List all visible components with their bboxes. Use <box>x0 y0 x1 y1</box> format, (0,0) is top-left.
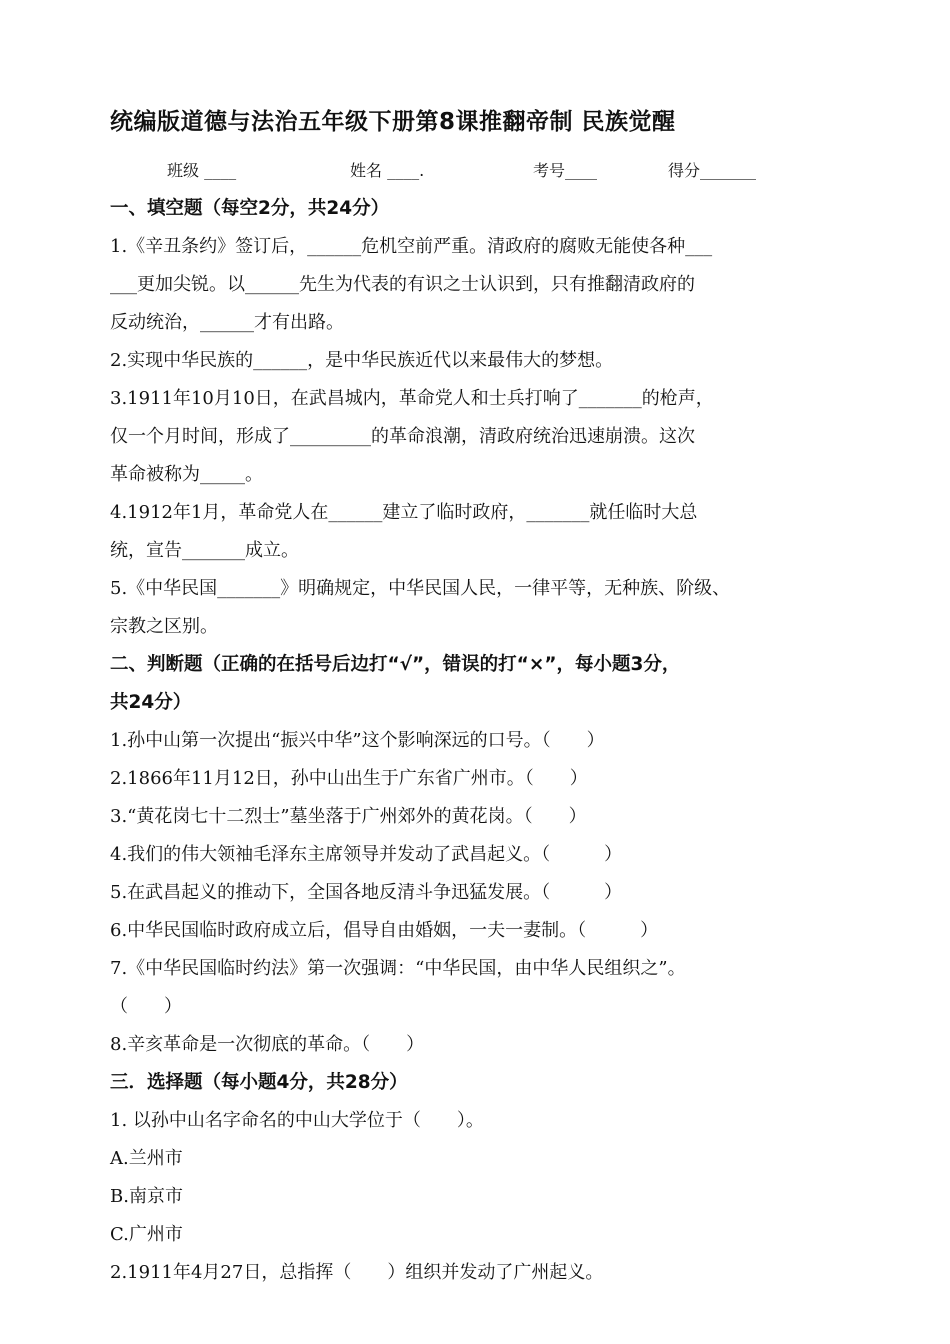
class-field: 班级 ____ <box>167 161 237 180</box>
question-line: 统，宣告_______成立。 <box>110 540 299 561</box>
question-line: 3.1911年10月10日，在武昌城内，革命党人和士兵打响了_______的枪声， <box>110 388 714 409</box>
section-heading-multiple-choice: 三．选择题（每小题4分，共28分） <box>110 1072 408 1093</box>
question-line: 8.辛亥革命是一次彻底的革命。（ ） <box>110 1034 425 1055</box>
choice-option: A.兰州市 <box>110 1148 183 1169</box>
question-line: 宗教之区别。 <box>110 616 218 637</box>
document-title: 统编版道德与法治五年级下册第8课推翻帝制 民族觉醒 <box>110 109 676 135</box>
question-line: 仅一个月时间，形成了_________的革命浪潮，清政府统治迅速崩溃。这次 <box>110 426 695 447</box>
question-line: 1.《辛丑条约》签订后，______危机空前严重。清政府的腐败无能使各种___ <box>110 236 713 257</box>
name-field: 姓名 ____. <box>350 161 425 180</box>
question-line: 3.“黄花岗七十二烈士”墓坐落于广州郊外的黄花岗。（ ） <box>110 806 587 827</box>
question-line: ___更加尖锐。以______先生为代表的有识之士认识到，只有推翻清政府的 <box>110 274 695 295</box>
choice-option: B.南京市 <box>110 1186 183 1207</box>
question-line: 2.1866年11月12日，孙中山出生于广东省广州市。（ ） <box>110 768 588 789</box>
question-line: 2.实现中华民族的______，是中华民族近代以来最伟大的梦想。 <box>110 350 614 371</box>
section-heading-true-false-cont: 共24分） <box>110 692 192 713</box>
question-line: 6.中华民国临时政府成立后，倡导自由婚姻，一夫一妻制。（ ） <box>110 920 659 941</box>
question-line: 4.我们的伟大领袖毛泽东主席领导并发动了武昌起义。（ ） <box>110 844 623 865</box>
question-line: 7.《中华民国临时约法》第一次强调：“中华民国，由中华人民组织之”。 <box>110 958 686 979</box>
section-heading-true-false: 二、判断题（正确的在括号后边打“√”，错误的打“×”，每小题3分， <box>110 654 681 675</box>
question-line: 1. 以孙中山名字命名的中山大学位于（ ）。 <box>110 1110 484 1131</box>
document-page <box>110 100 855 1292</box>
choice-option: C.广州市 <box>110 1224 183 1245</box>
question-line: 5.《中华民国_______》明确规定，中华民国人民，一律平等，无种族、阶级、 <box>110 578 731 599</box>
question-line: 1.孙中山第一次提出“振兴中华”这个影响深远的口号。（ ） <box>110 730 605 751</box>
exam-number-field: 考号____ <box>533 161 598 180</box>
score-field: 得分_______ <box>668 161 757 180</box>
question-line: 反动统治，______才有出路。 <box>110 312 344 333</box>
question-line: 5.在武昌起义的推动下，全国各地反清斗争迅猛发展。（ ） <box>110 882 623 903</box>
question-line: 2.1911年4月27日，总指挥（ ）组织并发动了广州起义。 <box>110 1262 604 1283</box>
section-heading-fill-blank: 一、填空题（每空2分，共24分） <box>110 198 390 219</box>
question-line: （ ） <box>110 996 182 1017</box>
student-info-row <box>110 152 855 190</box>
question-line: 4.1912年1月，革命党人在______建立了临时政府，_______就任临时大总 <box>110 502 698 523</box>
question-line: 革命被称为_____。 <box>110 464 263 485</box>
